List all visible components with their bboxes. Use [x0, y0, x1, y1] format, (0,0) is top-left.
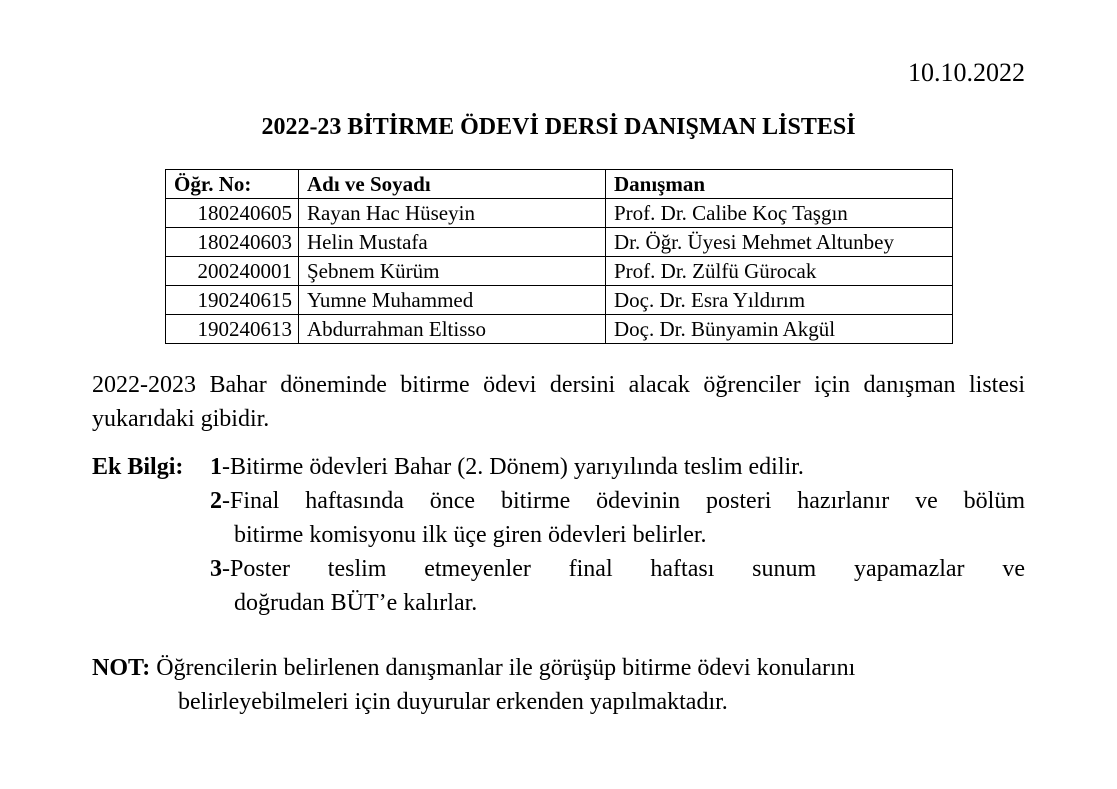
label-spacer [92, 484, 210, 552]
note-text-continuation: belirleyebilmeleri için duyurular erkenden yapılmaktadır. [178, 689, 728, 715]
table-row [166, 315, 953, 344]
note-label: NOT: [92, 655, 151, 681]
item-text-continuation: bitirme komisyonu ilk üçe giren ödevleri belirler. [234, 522, 707, 548]
additional-info-item-2 [92, 484, 1025, 552]
label-spacer [92, 552, 210, 620]
item-number: 3 [210, 556, 222, 582]
advisor-cell: Doç. Dr. Bünyamin Akgül [606, 315, 953, 344]
table-row [166, 257, 953, 286]
table-header-row [166, 170, 953, 199]
document-title: 2022-23 BİTİRME ÖDEVİ DERSİ DANIŞMAN LİSTESİ [261, 114, 856, 140]
column-header-student-no: Öğr. No: [166, 170, 299, 199]
student-name-cell: Yumne Muhammed [299, 286, 606, 315]
document-date: 10.10.2022 [908, 58, 1025, 87]
item-text: -Bitirme ödevleri Bahar (2. Dönem) yarıyılında teslim edilir. [222, 454, 804, 480]
additional-info-item-text [210, 484, 1025, 518]
advisor-cell: Doç. Dr. Esra Yıldırım [606, 286, 953, 315]
advisor-cell: Dr. Öğr. Üyesi Mehmet Altunbey [606, 228, 953, 257]
student-name-cell: Helin Mustafa [299, 228, 606, 257]
student-no-cell: 180240603 [166, 228, 299, 257]
student-no-cell: 180240605 [166, 199, 299, 228]
item-text: -Final haftasında önce bitirme ödevinin posteri hazırlanır ve bölüm [222, 488, 1025, 514]
table-row [166, 286, 953, 315]
advisor-cell: Prof. Dr. Calibe Koç Taşgın [606, 199, 953, 228]
advisor-table [165, 169, 953, 344]
additional-info-label: Ek Bilgi: [92, 454, 184, 480]
student-name-cell: Şebnem Kürüm [299, 257, 606, 286]
student-name-cell: Rayan Hac Hüseyin [299, 199, 606, 228]
additional-info-section [92, 450, 1025, 620]
additional-info-item-body [210, 552, 1025, 620]
student-name-cell: Abdurrahman Eltisso [299, 315, 606, 344]
student-no-cell: 190240613 [166, 315, 299, 344]
note-line-1 [92, 651, 1025, 685]
intro-paragraph: 2022-2023 Bahar döneminde bitirme ödevi dersini alacak öğrenciler için danışman listesi yukarıdaki gibidir. [92, 372, 1025, 432]
advisor-cell: Prof. Dr. Zülfü Gürocak [606, 257, 953, 286]
additional-info-item-text [210, 450, 1025, 484]
table-row [166, 199, 953, 228]
item-number: 1 [210, 454, 222, 480]
column-header-name: Adı ve Soyadı [299, 170, 606, 199]
student-no-cell: 190240615 [166, 286, 299, 315]
additional-info-item-1 [92, 450, 1025, 484]
table-row [166, 228, 953, 257]
student-no-cell: 200240001 [166, 257, 299, 286]
note-text: Öğrencilerin belirlenen danışmanlar ile görüşüp bitirme ödevi konularını [150, 655, 856, 681]
additional-info-item-text [210, 552, 1025, 586]
additional-info-item-3 [92, 552, 1025, 620]
item-text: -Poster teslim etmeyenler final haftası sunum yapamazlar ve [222, 556, 1025, 582]
item-text-continuation: doğrudan BÜT’e kalırlar. [234, 590, 478, 616]
column-header-advisor: Danışman [606, 170, 953, 199]
item-number: 2 [210, 488, 222, 514]
additional-info-item-body [210, 484, 1025, 552]
note-section [92, 651, 1025, 719]
